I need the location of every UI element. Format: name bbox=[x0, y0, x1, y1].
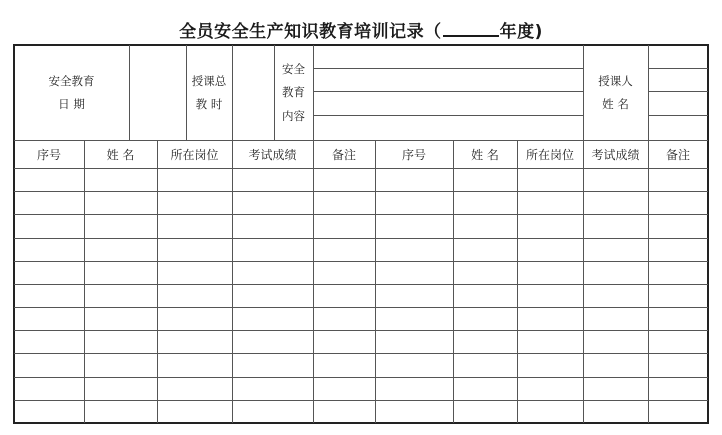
table-cell[interactable] bbox=[84, 191, 157, 214]
table-cell[interactable] bbox=[14, 191, 84, 214]
table-cell[interactable] bbox=[453, 307, 517, 330]
table-cell[interactable] bbox=[648, 261, 708, 284]
table-cell[interactable] bbox=[232, 307, 313, 330]
table-cell[interactable] bbox=[375, 214, 453, 237]
table-cell[interactable] bbox=[14, 307, 84, 330]
table-cell[interactable] bbox=[517, 377, 583, 400]
table-cell[interactable] bbox=[453, 377, 517, 400]
table-cell[interactable] bbox=[648, 353, 708, 376]
table-cell[interactable] bbox=[453, 238, 517, 261]
table-cell[interactable] bbox=[648, 400, 708, 423]
table-header-cell: 备注 bbox=[331, 148, 356, 162]
table-header-cell: 序号 bbox=[36, 148, 61, 162]
table-cell[interactable] bbox=[453, 353, 517, 376]
table-header-cell: 考试成绩 bbox=[248, 148, 297, 162]
table-cell[interactable] bbox=[313, 284, 375, 307]
table-cell[interactable] bbox=[84, 307, 157, 330]
table-cell[interactable] bbox=[232, 284, 313, 307]
table-cell[interactable] bbox=[157, 168, 232, 191]
table-cell[interactable] bbox=[14, 214, 84, 237]
table-cell[interactable] bbox=[313, 353, 375, 376]
info-divider-7 bbox=[648, 45, 649, 140]
table-cell[interactable] bbox=[375, 353, 453, 376]
date-label-line1: 安全教育 bbox=[48, 74, 95, 88]
info-section-bottom-line bbox=[14, 140, 708, 141]
table-cell[interactable] bbox=[648, 238, 708, 261]
table-cell[interactable] bbox=[232, 168, 313, 191]
table-cell[interactable] bbox=[232, 377, 313, 400]
table-cell[interactable] bbox=[232, 191, 313, 214]
teacher-label-line1: 授课人 bbox=[598, 74, 633, 88]
content-line-1 bbox=[313, 68, 583, 69]
content-label-line2: 教育 bbox=[282, 85, 305, 99]
content-line-2 bbox=[313, 91, 583, 92]
table-cell[interactable] bbox=[453, 400, 517, 423]
table-row bbox=[14, 168, 708, 191]
info-divider-3 bbox=[232, 45, 233, 140]
table-cell[interactable] bbox=[232, 330, 313, 353]
content-label-line1: 安全 bbox=[282, 62, 305, 76]
table-cell[interactable] bbox=[375, 330, 453, 353]
table-cell[interactable] bbox=[157, 214, 232, 237]
info-divider-6 bbox=[583, 45, 584, 140]
table-cell[interactable] bbox=[648, 191, 708, 214]
table-cell[interactable] bbox=[157, 261, 232, 284]
table-cell[interactable] bbox=[157, 191, 232, 214]
table-cell[interactable] bbox=[583, 238, 648, 261]
teacher-line-2 bbox=[648, 91, 708, 92]
table-cell[interactable] bbox=[313, 214, 375, 237]
table-header-cell: 姓 名 bbox=[106, 148, 135, 162]
table-cell[interactable] bbox=[232, 400, 313, 423]
table-cell[interactable] bbox=[453, 214, 517, 237]
table-cell[interactable] bbox=[583, 353, 648, 376]
table-cell[interactable] bbox=[313, 168, 375, 191]
table-cell[interactable] bbox=[14, 377, 84, 400]
table-cell[interactable] bbox=[14, 284, 84, 307]
table-cell[interactable] bbox=[84, 214, 157, 237]
table-cell[interactable] bbox=[84, 353, 157, 376]
table-cell[interactable] bbox=[14, 353, 84, 376]
table-cell[interactable] bbox=[583, 284, 648, 307]
table-cell[interactable] bbox=[375, 284, 453, 307]
table-cell[interactable] bbox=[375, 377, 453, 400]
content-line-3 bbox=[313, 115, 583, 116]
table-cell[interactable] bbox=[517, 284, 583, 307]
table-row bbox=[14, 330, 708, 353]
table-cell[interactable] bbox=[517, 191, 583, 214]
teacher-label-line2: 姓 名 bbox=[602, 97, 629, 111]
table-cell[interactable] bbox=[583, 377, 648, 400]
table-cell[interactable] bbox=[648, 377, 708, 400]
table-cell[interactable] bbox=[375, 307, 453, 330]
table-header-cell: 所在岗位 bbox=[525, 148, 574, 162]
table-cell[interactable] bbox=[84, 400, 157, 423]
table-cell[interactable] bbox=[517, 261, 583, 284]
table-cell[interactable] bbox=[157, 377, 232, 400]
info-divider-5 bbox=[313, 45, 314, 140]
info-divider-2 bbox=[186, 45, 187, 140]
table-header-cell: 考试成绩 bbox=[591, 148, 640, 162]
table-cell[interactable] bbox=[84, 168, 157, 191]
table-cell[interactable] bbox=[648, 284, 708, 307]
table-row bbox=[14, 353, 708, 376]
table-cell[interactable] bbox=[157, 307, 232, 330]
table-cell[interactable] bbox=[232, 261, 313, 284]
table-cell[interactable] bbox=[648, 214, 708, 237]
table-cell[interactable] bbox=[453, 191, 517, 214]
table-cell[interactable] bbox=[453, 168, 517, 191]
table-row bbox=[14, 284, 708, 307]
table-cell[interactable] bbox=[583, 330, 648, 353]
table-cell[interactable] bbox=[648, 168, 708, 191]
table-cell[interactable] bbox=[157, 284, 232, 307]
table-cell[interactable] bbox=[313, 261, 375, 284]
table-cell[interactable] bbox=[583, 307, 648, 330]
table-cell[interactable] bbox=[517, 238, 583, 261]
table-cell[interactable] bbox=[583, 168, 648, 191]
table-cell[interactable] bbox=[157, 353, 232, 376]
title-suffix: 年度) bbox=[499, 22, 543, 42]
table-cell[interactable] bbox=[517, 330, 583, 353]
table-cell[interactable] bbox=[375, 168, 453, 191]
table-cell[interactable] bbox=[375, 400, 453, 423]
table-cell[interactable] bbox=[453, 261, 517, 284]
table-cell[interactable] bbox=[313, 400, 375, 423]
content-label-line3: 内容 bbox=[282, 109, 305, 123]
hours-label-line2: 教 时 bbox=[195, 97, 223, 111]
table-cell[interactable] bbox=[84, 377, 157, 400]
table-cell[interactable] bbox=[517, 307, 583, 330]
table-row bbox=[14, 191, 708, 214]
table-cell[interactable] bbox=[583, 261, 648, 284]
table-cell[interactable] bbox=[313, 377, 375, 400]
table-cell[interactable] bbox=[375, 191, 453, 214]
table-header-cell: 所在岗位 bbox=[170, 148, 219, 162]
table-cell[interactable] bbox=[517, 400, 583, 423]
table-cell[interactable] bbox=[14, 261, 84, 284]
table-cell[interactable] bbox=[375, 238, 453, 261]
table-cell[interactable] bbox=[84, 238, 157, 261]
table-cell[interactable] bbox=[313, 307, 375, 330]
table-row bbox=[14, 377, 708, 400]
hours-label-line1: 授课总 bbox=[191, 74, 227, 88]
info-divider-1 bbox=[129, 45, 130, 140]
table-row bbox=[14, 238, 708, 261]
table-cell[interactable] bbox=[232, 214, 313, 237]
table-cell[interactable] bbox=[648, 307, 708, 330]
table-header-cell: 序号 bbox=[401, 148, 426, 162]
date-label-line2: 日 期 bbox=[58, 97, 85, 111]
table-cell[interactable] bbox=[84, 284, 157, 307]
table-cell[interactable] bbox=[14, 168, 84, 191]
table-cell[interactable] bbox=[157, 238, 232, 261]
teacher-line-1 bbox=[648, 68, 708, 69]
table-header-cell: 备注 bbox=[665, 148, 690, 162]
title-prefix: 全员安全生产知识教育培训记录（ bbox=[179, 22, 442, 42]
table-cell[interactable] bbox=[232, 238, 313, 261]
table-cell[interactable] bbox=[648, 330, 708, 353]
table-cell[interactable] bbox=[517, 353, 583, 376]
table-row bbox=[14, 307, 708, 330]
table-cell[interactable] bbox=[517, 168, 583, 191]
table-row bbox=[14, 261, 708, 284]
table-cell[interactable] bbox=[84, 330, 157, 353]
table-header-cell: 姓 名 bbox=[471, 148, 499, 162]
table-cell[interactable] bbox=[313, 191, 375, 214]
teacher-line-3 bbox=[648, 115, 708, 116]
table-cell[interactable] bbox=[517, 214, 583, 237]
table-row bbox=[14, 214, 708, 237]
table-cell[interactable] bbox=[453, 284, 517, 307]
table-cell[interactable] bbox=[14, 330, 84, 353]
table-cell[interactable] bbox=[232, 353, 313, 376]
table-cell[interactable] bbox=[583, 400, 648, 423]
table-cell[interactable] bbox=[313, 330, 375, 353]
table-cell[interactable] bbox=[313, 238, 375, 261]
table-cell[interactable] bbox=[375, 261, 453, 284]
table-cell[interactable] bbox=[157, 330, 232, 353]
table-row bbox=[14, 400, 708, 423]
table-cell[interactable] bbox=[84, 261, 157, 284]
table-cell[interactable] bbox=[157, 400, 232, 423]
table-cell[interactable] bbox=[583, 191, 648, 214]
table-cell[interactable] bbox=[14, 400, 84, 423]
table-cell[interactable] bbox=[453, 330, 517, 353]
table-cell[interactable] bbox=[583, 214, 648, 237]
table-cell[interactable] bbox=[14, 238, 84, 261]
